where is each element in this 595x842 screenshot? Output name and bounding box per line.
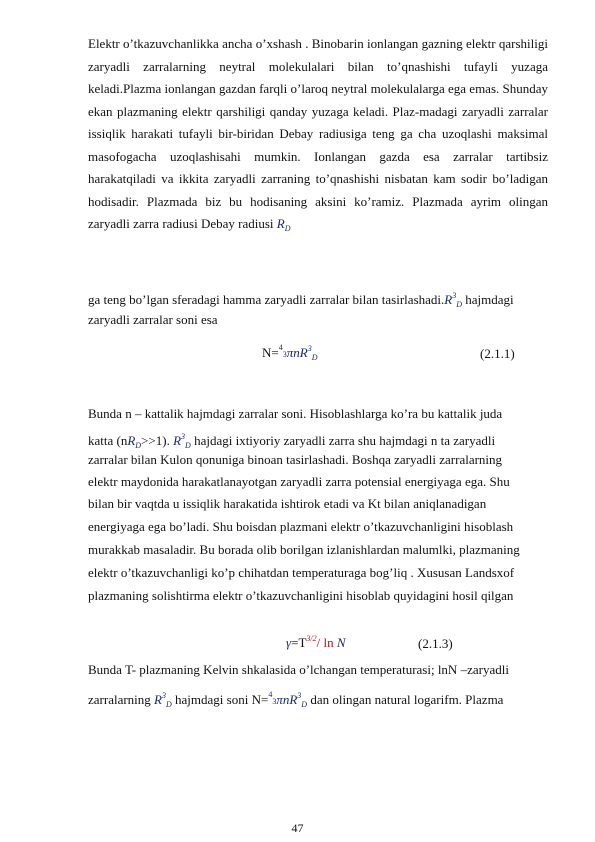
debye-volume-symbol [444, 292, 462, 307]
paragraph-2-line-3: zarralar bilan Kulon qonuniga binoan tasirlashadi. Boshqa zaryadli zarralarning [88, 452, 503, 467]
symbol-d-subscript: D [166, 700, 172, 709]
formula-particle-number [262, 343, 317, 362]
paragraph-2-line-1: Bunda n – kattalik hajmdagi zarralar soni. Hisoblashlarga ko’ra bu kattalik juda [88, 406, 503, 421]
symbol-r: R [444, 292, 453, 307]
paragraph-2-line-5: bilan bir vaqtda u issiqlik harakatida ishtirok etadi va Kt bilan aniqlanadigan [88, 496, 487, 511]
symbol-cube-superscript: 3 [162, 691, 166, 700]
symbol-d-subscript: D [284, 224, 291, 233]
debye-volume-symbol [173, 433, 191, 448]
formula-body: πnR [276, 692, 298, 707]
formula-lhs: N= [262, 345, 279, 360]
line-2-part-c: dan olingan natural logarifm. Plazma [307, 692, 504, 707]
equation-number-1: (2.1.1) [480, 346, 515, 361]
symbol-cube-superscript: 3 [297, 691, 302, 700]
paragraph-2-line-8: elektr o’tkazuvchanligi ko’p chihatdan temperaturaga bog’liq . Xususan Landsxof [88, 565, 515, 580]
symbol-r: R [276, 216, 285, 231]
paragraph-2-line-6: energiyaga ega bo’ladi. Shu boisdan plazmani elektr o’tkazuvchanligini hisoblash [88, 519, 514, 534]
line-2-part-b: >>1). [141, 433, 170, 448]
symbol-n: N [336, 635, 346, 650]
symbol-d-subscript: D [135, 441, 142, 450]
formula-temperature: =T [291, 635, 307, 650]
paragraph-intro [88, 33, 548, 241]
fraction-numerator: 4 [268, 690, 273, 699]
log-operator: / ln [316, 635, 334, 650]
symbol-d-subscript: D [301, 700, 308, 709]
debye-radius-symbol [277, 216, 291, 231]
line-2-part-a: zarralarning [88, 692, 151, 707]
symbol-r: R [173, 433, 182, 448]
line-particle-count: zaryadli zarralar soni esa [88, 312, 218, 327]
equation-number-3: (2.1.3) [418, 636, 453, 651]
page-number: 47 [291, 821, 304, 835]
temperature-exponent: 3/2 [306, 634, 317, 643]
symbol-r: R [127, 433, 136, 448]
symbol-cube-superscript: 3 [307, 344, 312, 353]
paragraph-3-line-1: Bunda T- plazmaning Kelvin shkalasida o’lchangan temperaturasi; lnN –zaryadli [88, 662, 509, 677]
formula-conductivity [286, 634, 346, 651]
debye-radius-symbol [127, 433, 141, 448]
fraction-denominator: 3 [272, 697, 277, 706]
debye-volume-symbol [154, 692, 172, 707]
paragraph-3-line-2 [88, 684, 548, 717]
paragraph-2-line-9: plazmaning solishtirma elektr o’tkazuvchanligini hisoblab quyidagini hosil qilgan [88, 588, 514, 603]
paragraph-2-line-7: murakkab masaladir. Bu borada olib borilgan izlanishlardan malumlki, plazmaning [88, 542, 520, 557]
line-2-part-a: katta (n [88, 433, 128, 448]
line-sphere-tail: hajmdagi [462, 292, 514, 307]
line-2-part-c: hajdagi ixtiyoriy zaryadli zarra shu hajmdagi n ta zaryadli [190, 433, 496, 448]
symbol-d-subscript: D [311, 353, 318, 362]
symbol-d-subscript: D [185, 441, 191, 450]
fraction-denominator: 3 [282, 350, 287, 359]
line-2-part-b: hajmdagi soni N= [171, 692, 269, 707]
symbol-r: R [154, 692, 162, 707]
symbol-cube-superscript: 3 [181, 432, 186, 441]
symbol-d-subscript: D [456, 300, 462, 309]
line-sphere-text: ga teng bo’lgan sferadagi hamma zaryadli zarralar bilan tasirlashadi. [88, 292, 445, 307]
paragraph-intro-text: Elektr o’tkazuvchanlikka ancha o’xshash . Binobarin ionlangan gazning elektr qarshiligi zaryadli zarralarning neytral molekulalari bilan to’qnashishi tufayli yuzaga keladi.Plazma ionlangan gazdan farqli o’laroq neytral molekulalarga ega emas. Shunday ekan plazmaning elektr qarshiligi qanday yuzaga keladi. Plaz-madagi zaryadli zarralar issiqlik harakati tufayli bir-biridan Debay radiusiga teng ga cha uzoqlashi maksimal masofogacha uzoqlashisahi mumkin. Ionlangan gazda esa zarralar tartibsiz harakatqiladi va ikkita zaryadli zarraning to’qnashishi nisbatan kam sodir bo’ladigan hodisadir. Plazmada biz bu hodisaning aksini ko’ramiz. Plazmada ayrim olingan zaryadli zarra radiusi Debay radiusi [88, 36, 549, 231]
symbol-cube-superscript: 3 [452, 291, 457, 300]
gamma-symbol: γ [286, 635, 292, 650]
fraction-numerator: 4 [278, 343, 283, 352]
formula-body: πnR [286, 345, 308, 360]
paragraph-2-line-4: elektr maydonida harakatlanayotgan zaryadli zarra potensial energiyaga ega. Shu [88, 474, 510, 489]
